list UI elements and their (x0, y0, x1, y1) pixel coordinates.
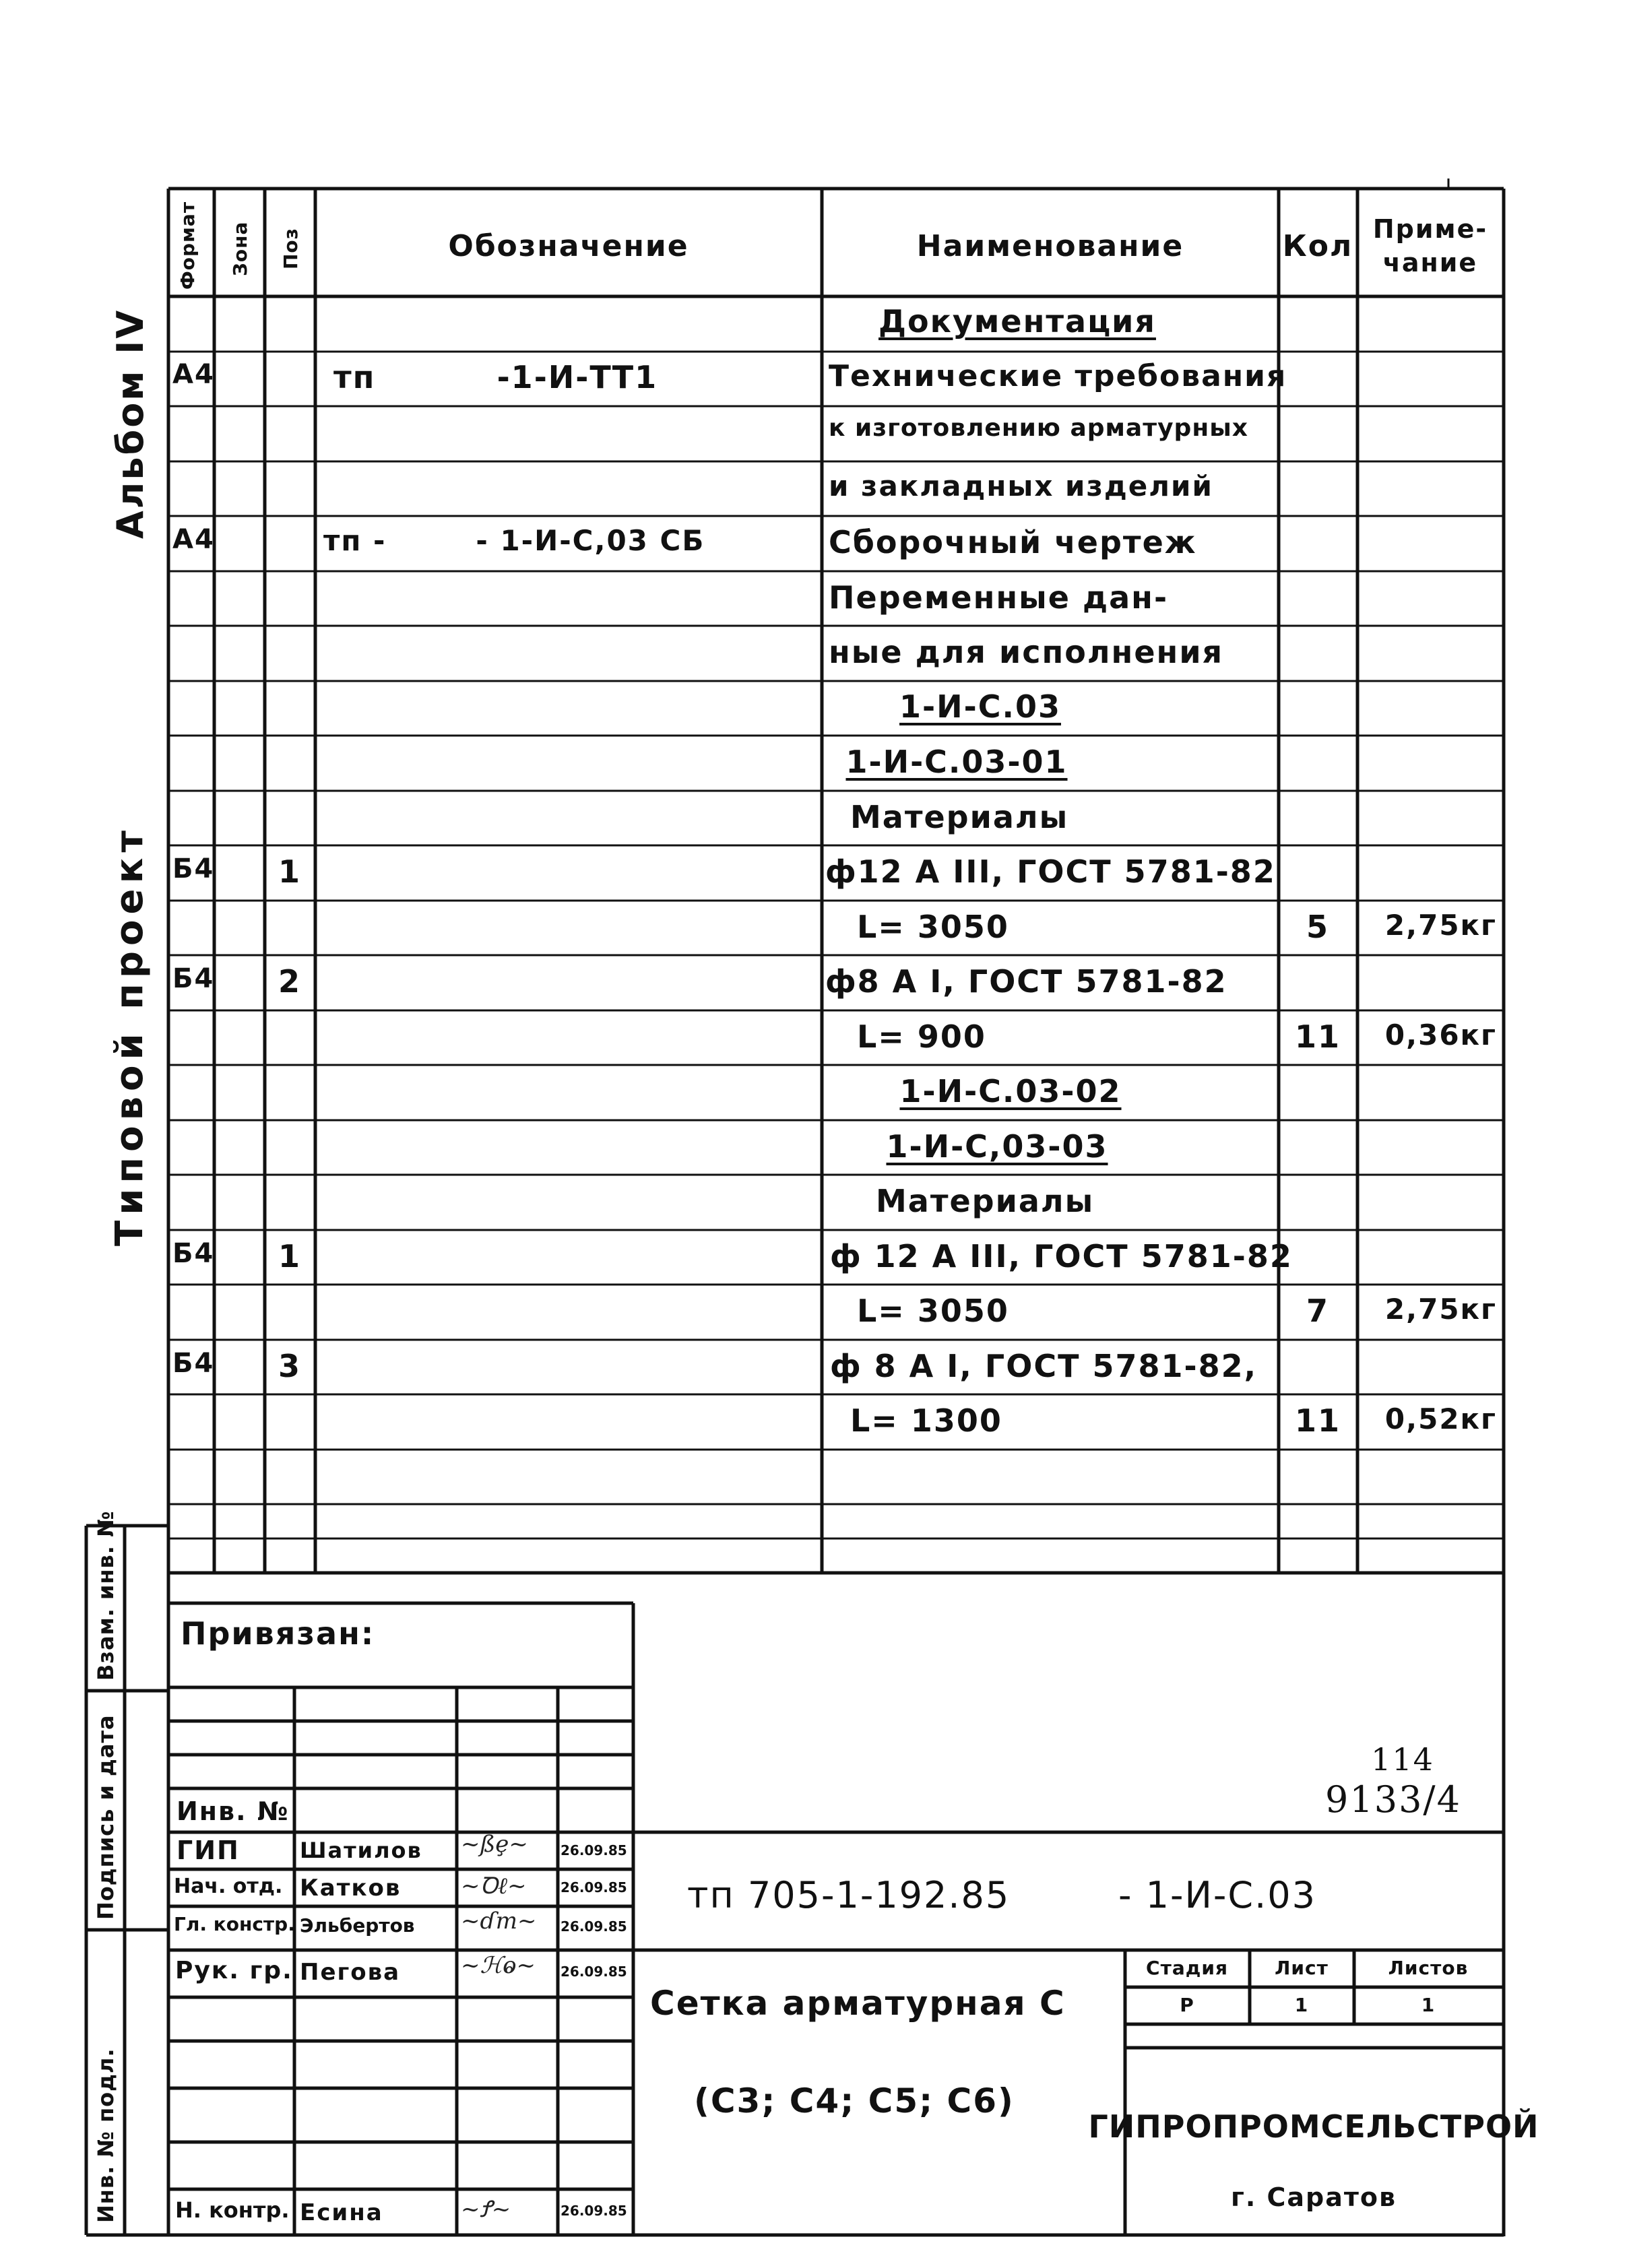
sheets-label: Листов (1388, 1957, 1469, 1979)
row-name: ные для исполнения (829, 634, 1224, 670)
row-format: Б4 (172, 1238, 215, 1269)
role-label: Гл. констр. (174, 1913, 295, 1935)
row-name: Переменные дан- (829, 579, 1169, 616)
row-qty: 11 (1294, 1018, 1341, 1055)
row-format: А4 (172, 524, 215, 555)
sheet-value: 1 (1294, 1994, 1309, 2016)
role-name: Катков (300, 1875, 402, 1902)
row-format: Б4 (172, 1348, 215, 1379)
row-name: L= 3050 (857, 1293, 1009, 1329)
sheet-label: Лист (1275, 1957, 1329, 1979)
organization-name: ГИПРОПРОМСЕЛЬСТРОЙ (1088, 2108, 1539, 2145)
row-name: ф12 А III, ГОСТ 5781-82 (825, 853, 1276, 890)
header-qty: Кол (1282, 229, 1353, 263)
row-name: L= 900 (857, 1018, 986, 1055)
row-format: Б4 (172, 963, 215, 994)
album-label: Альбом IV (109, 308, 152, 539)
row-pos: 2 (278, 963, 302, 1000)
role-signature: ~ɗm~ (461, 1908, 537, 1935)
role-name: Пегова (300, 1959, 401, 1986)
stamp-replacement-inv: Взам. инв. № (93, 1510, 119, 1681)
row-name: Сборочный чертеж (829, 524, 1197, 560)
role-signature: ~ßȩ~ (461, 1831, 528, 1858)
sheets-value: 1 (1421, 1994, 1436, 2016)
header-format: Формат (177, 201, 199, 290)
role-label: Н. контр. (175, 2197, 290, 2223)
row-name: Документация (878, 303, 1156, 339)
sheet-ref-bottom: 9133/4 (1325, 1778, 1461, 1821)
document-suffix: - 1-И-С.03 (1118, 1874, 1316, 1916)
row-name: L= 1300 (850, 1402, 1002, 1439)
role-signature: ~ℋⱺ~ (461, 1952, 536, 1979)
row-name: 1-И-С.03-01 (845, 744, 1068, 780)
drawing-title-line2: (С3; С4; С5; С6) (694, 2081, 1015, 2120)
stamp-inv-orig: Инв. № подл. (93, 2048, 119, 2223)
row-note: 0,52кг (1384, 1402, 1497, 1435)
row-name: и закладных изделий (829, 469, 1213, 503)
header-name: Наименование (916, 229, 1184, 263)
header-note-line2: чание (1382, 248, 1478, 278)
row-format: Б4 (172, 853, 215, 884)
row-name: ф8 А I, ГОСТ 5781-82 (825, 963, 1227, 1000)
role-name: Есина (300, 2199, 383, 2226)
header-pos: Поз (280, 228, 302, 269)
project-label: Типовой проект (108, 825, 152, 1246)
row-name: Материалы (850, 799, 1069, 835)
drawing-title-line1: Сетка арматурная С (650, 1984, 1066, 2023)
role-date: 26.09.85 (561, 1879, 627, 1896)
role-label: Рук. гр. (175, 1957, 293, 1984)
row-name: Материалы (876, 1183, 1095, 1219)
row-name: ф 12 А III, ГОСТ 5781-82 (830, 1238, 1293, 1274)
role-name: Шатилов (300, 1838, 422, 1863)
row-designation: тп -1-И-ТТ1 (333, 359, 658, 395)
row-note: 0,36кг (1384, 1018, 1497, 1051)
inv-no-label: Инв. № (177, 1796, 290, 1826)
row-name: Технические требования (829, 359, 1287, 393)
stamp-signature-date: Подпись и дата (93, 1714, 119, 1920)
header-designation: Обозначение (448, 229, 689, 263)
row-name: 1-И-С,03-03 (886, 1128, 1108, 1165)
row-name: 1-И-С.03-02 (899, 1073, 1122, 1109)
stage-value: Р (1180, 1994, 1194, 2016)
row-qty: 7 (1306, 1293, 1330, 1329)
role-signature: ~Ꝭ~ (461, 2196, 511, 2223)
role-label: Нач. отд. (174, 1875, 283, 1898)
attached-label: Привязан: (181, 1615, 375, 1652)
row-name: к изготовлению арматурных (829, 414, 1248, 442)
role-date: 26.09.85 (561, 2203, 627, 2219)
role-date: 26.09.85 (561, 1918, 627, 1935)
role-date: 26.09.85 (561, 1842, 627, 1858)
organization-city: г. Саратов (1230, 2182, 1397, 2212)
header-note-line1: Приме- (1372, 214, 1488, 244)
row-pos: 1 (278, 1238, 302, 1274)
sheet-ref-top: 114 (1371, 1741, 1434, 1778)
role-label: ГИП (177, 1836, 240, 1865)
role-signature: ~Ꝺℓ~ (461, 1873, 527, 1900)
row-designation: тп - - 1-И-С,03 СБ (323, 524, 705, 557)
row-pos: 3 (278, 1348, 302, 1384)
header-zone: Зона (229, 221, 251, 276)
row-name: ф 8 А I, ГОСТ 5781-82, (830, 1348, 1258, 1384)
row-note: 2,75кг (1384, 909, 1497, 942)
row-name: L= 3050 (857, 909, 1009, 945)
row-qty: 5 (1306, 909, 1330, 945)
stage-label: Стадия (1146, 1957, 1228, 1979)
row-name: 1-И-С.03 (899, 688, 1061, 725)
row-qty: 11 (1294, 1402, 1341, 1439)
role-date: 26.09.85 (561, 1964, 627, 1980)
row-format: А4 (172, 359, 215, 390)
document-code: тп 705-1-192.85 (687, 1874, 1011, 1916)
role-name: Эльбертов (300, 1914, 415, 1937)
row-pos: 1 (278, 853, 302, 890)
row-note: 2,75кг (1384, 1293, 1497, 1326)
